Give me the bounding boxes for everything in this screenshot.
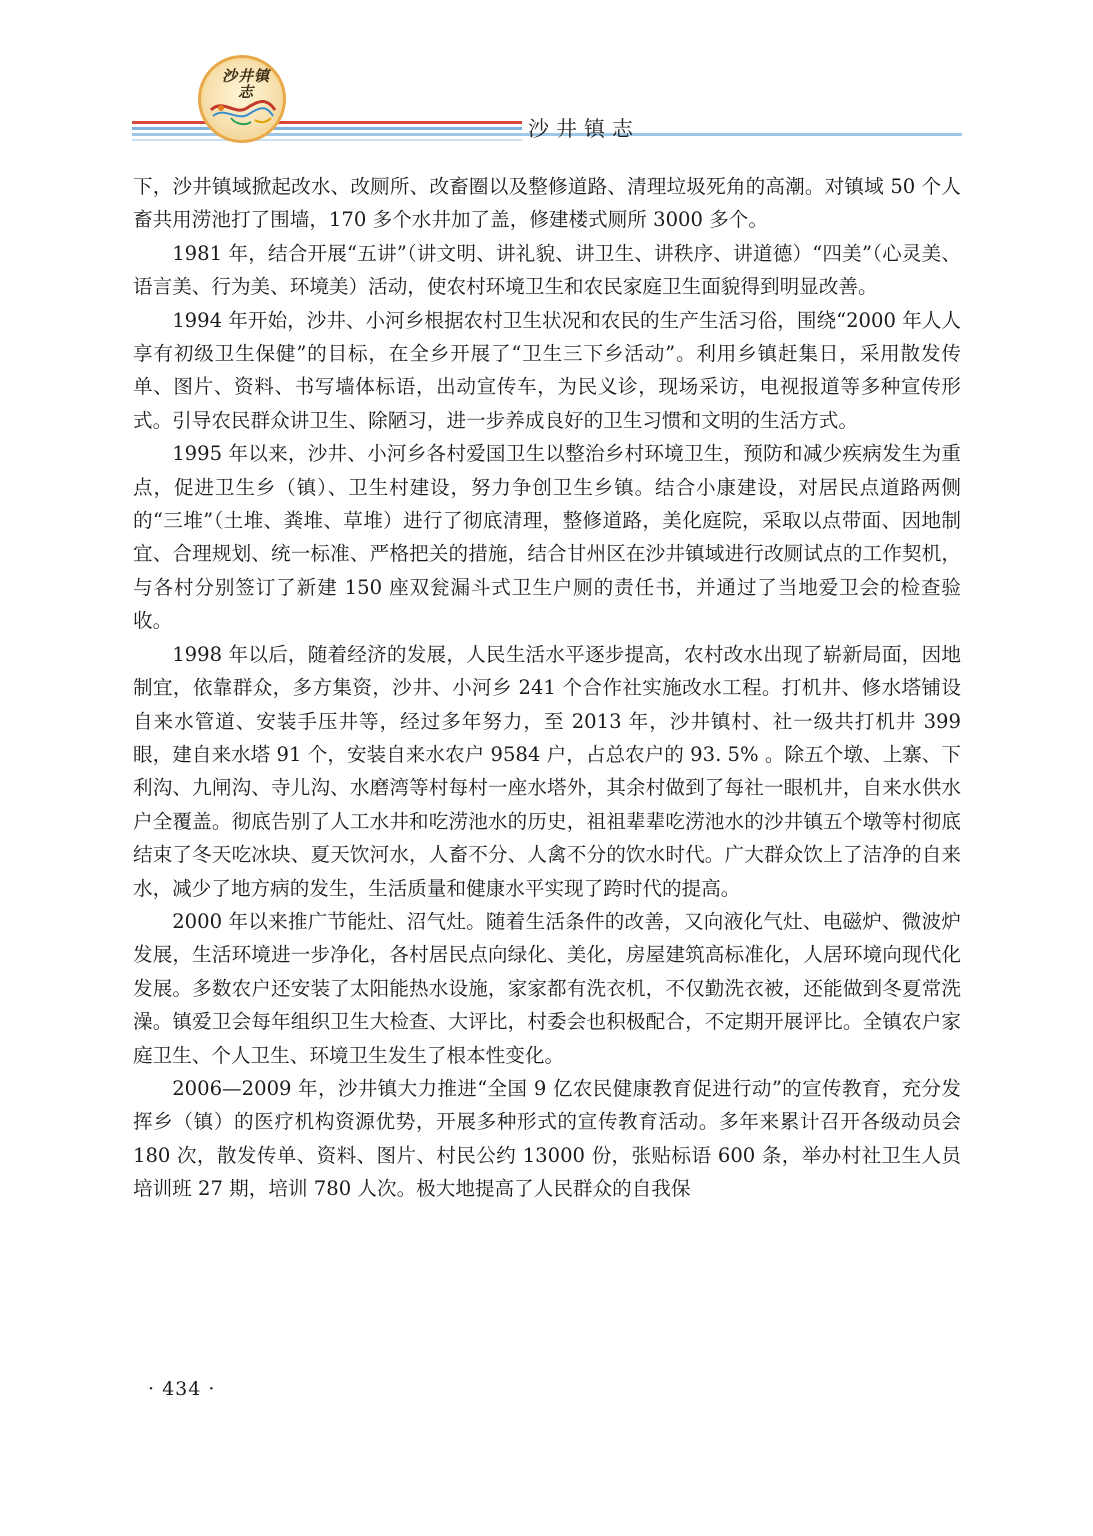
page-number: · 434 ·	[148, 1378, 216, 1400]
paragraph: 1981 年，结合开展“五讲”（讲文明、讲礼貌、讲卫生、讲秩序、讲道德）“四美”（心灵美、语言美、行为美、环境美）活动，使农村环境卫生和农民家庭卫生面貌得到明显改善。	[133, 241, 961, 299]
body-text	[133, 170, 961, 1206]
running-head: 沙井镇志	[528, 117, 640, 141]
paragraph: 下，沙井镇域掀起改水、改厕所、改畜圈以及整修道路、清理垃圾死角的高潮。对镇域 50 个人畜共用涝池打了围墙，170 多个水井加了盖，修建楼式厕所 3000 多个。	[133, 175, 961, 232]
book-seal-logo	[198, 55, 286, 143]
header-rule-blue	[132, 127, 522, 130]
paragraph: 1995 年以来，沙井、小河乡各村爱国卫生以整治乡村环境卫生，预防和减少疾病发生为重点，促进卫生乡（镇）、卫生村建设，努力争创卫生乡镇。结合小康建设，对居民点道路两侧的“三堆”（土堆、粪堆、草堆）进行了彻底清理，整修道路，美化庭院，采取以点带面、因地制宜、合理规划、统一标准、严格把关的措施，结合甘州区在沙井镇域进行改厕试点的工作契机，与各村分别签订了新建 150 座双瓮漏斗式卫生户厕的责任书，并通过了当地爱卫会的检查验收。	[133, 442, 961, 633]
page-header	[0, 0, 1093, 150]
paragraph: 1994 年开始，沙井、小河乡根据农村卫生状况和农民的生产生活习俗，围绕“2000 年人人享有初级卫生保健”的目标，在全乡开展了“卫生三下乡活动”。利用乡镇赶集日，采用散发传单、图片、资料、书写墙体标语，出动宣传车，为民义诊，现场采访，电视报道等多种宣传形式。引导农民群众讲卫生、除陋习，进一步养成良好的卫生习惯和文明的生活方式。	[133, 308, 961, 432]
paragraph: 2006—2009 年，沙井镇大力推进“全国 9 亿农民健康教育促进行动”的宣传教育，充分发挥乡（镇）的医疗机构资源优势，开展多种形式的宣传教育活动。多年来累计召开各级动员会 180 次，散发传单、资料、图片、村民公约 13000 份，张贴标语 600 条，举办村社卫生人员培训班 27 期，培训 780 人次。极大地提高了人民群众的自我保	[133, 1076, 961, 1201]
header-rule-red	[132, 121, 522, 124]
seal-title: 沙井镇志	[221, 67, 270, 101]
paragraph: 2000 年以来推广节能灶、沼气灶。随着生活条件的改善，又向液化气灶、电磁炉、微波炉发展，生活环境进一步净化，各村居民点向绿化、美化，房屋建筑高标准化，人居环境向现代化发展。多数农户还安装了太阳能热水设施，家家都有洗衣机，不仅勤洗衣被，还能做到冬夏常洗澡。镇爱卫会每年组织卫生大检查、大评比，村委会也积极配合，不定期开展评比。全镇农户家庭卫生、个人卫生、环境卫生发生了根本性变化。	[133, 909, 961, 1067]
header-rule-blue-light	[132, 139, 522, 141]
paragraph: 1998 年以后，随着经济的发展，人民生活水平逐步提高，农村改水出现了崭新局面，因地制宜，依靠群众，多方集资，沙井、小河乡 241 个合作社实施改水工程。打机井、修水塔铺设自来水管道、安装手压井等，经过多年努力，至 2013 年，沙井镇村、社一级共打机井 399 眼，建自来水塔 91 个，安装自来水农户 9584 户，占总农户的 93. 5% 。除五个墩、上寨、下利沟、九闸沟、寺儿沟、水磨湾等村每村一座水塔外，其余村做到了每社一眼机井，自来水供水户全覆盖。彻底告别了人工水井和吃涝池水的历史，祖祖辈辈吃涝池水的沙井镇五个墩等村彻底结束了冬天吃冰块、夏天饮河水，人畜不分、人禽不分的饮水时代。广大群众饮上了洁净的自来水，减少了地方病的发生，生活质量和健康水平实现了跨时代的提高。	[133, 642, 961, 900]
